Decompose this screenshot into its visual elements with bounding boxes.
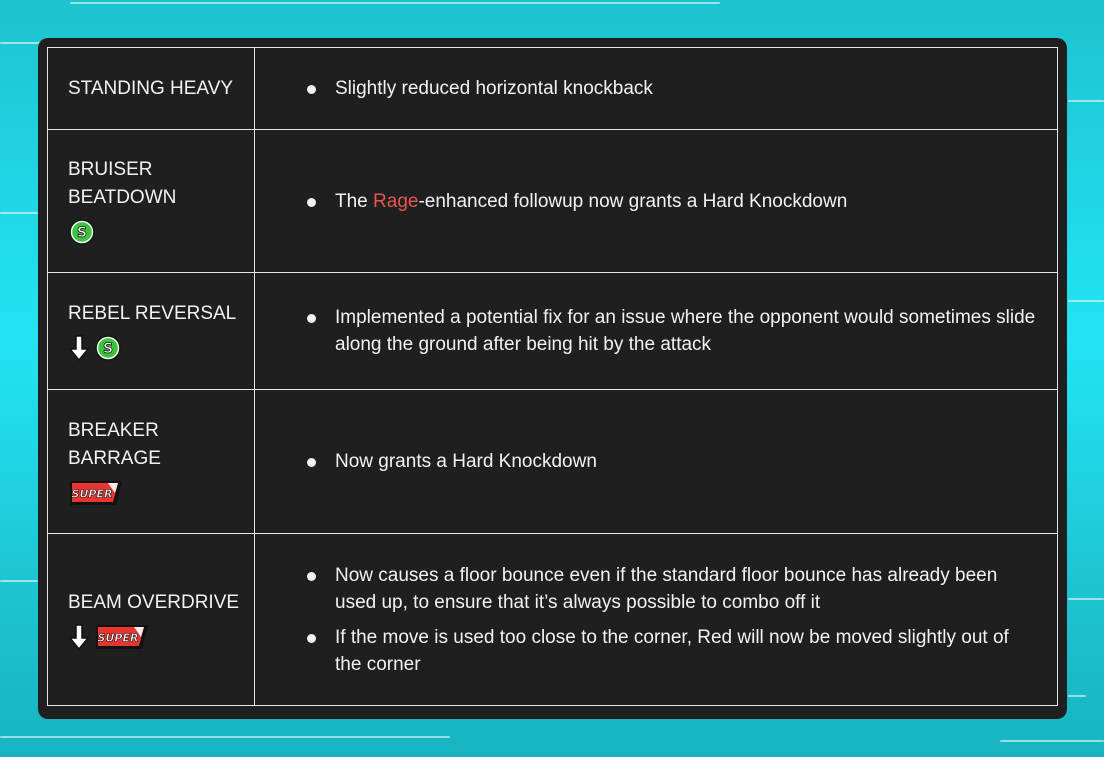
special-s-label: S: [102, 341, 114, 357]
move-name-cell: [48, 48, 255, 130]
move-name: BEAM OVERDRIVE: [68, 591, 240, 613]
special-s-label: S: [76, 225, 88, 241]
move-name-cell: [48, 534, 255, 706]
change-list: [335, 188, 1037, 215]
speed-streak: [1000, 740, 1104, 742]
move-input-icons: [68, 623, 246, 651]
table-row: [48, 534, 1058, 706]
change-notes-cell: [255, 534, 1058, 706]
table-row: [48, 390, 1058, 534]
list-item: Slightly reduced horizontal knockback: [335, 75, 1037, 102]
change-notes-cell: [255, 48, 1058, 130]
down-arrow-icon: [68, 335, 90, 361]
move-name-cell: [48, 130, 255, 273]
special-s-icon: [94, 334, 122, 362]
rage-highlight: Rage: [373, 190, 419, 212]
patch-notes-table: [47, 47, 1058, 706]
speed-streak: [0, 580, 38, 582]
change-list: [335, 562, 1037, 678]
table-row: [48, 273, 1058, 390]
move-input-icons: [68, 218, 246, 246]
special-s-icon: [68, 218, 96, 246]
speed-streak: [0, 736, 450, 738]
speed-streak: [0, 212, 38, 214]
list-item: Now causes a floor bounce even if the standard floor bounce has already been used up, to ensure that it’s always possible to combo off it: [335, 562, 1037, 616]
move-name: BREAKER BARRAGE: [68, 419, 161, 469]
speed-streak: [1068, 695, 1086, 697]
move-name: REBEL REVERSAL: [68, 303, 237, 324]
move-name: STANDING HEAVY: [68, 77, 234, 99]
change-list: [335, 448, 1037, 475]
super-badge-icon: [68, 479, 124, 507]
speed-streak: [70, 2, 720, 4]
move-input-icons: [68, 479, 246, 507]
table-row: [48, 48, 1058, 130]
list-item: If the move is used too close to the corner, Red will now be moved slightly out of the corner: [335, 624, 1037, 678]
list-item: Implemented a potential fix for an issue where the opponent would sometimes slide along the ground after being hit by the attack: [335, 304, 1037, 358]
speed-streak: [1068, 598, 1104, 600]
patch-notes-panel: [38, 38, 1067, 719]
change-list: [335, 75, 1037, 102]
speed-streak: [1068, 300, 1104, 302]
move-name-cell: [48, 273, 255, 390]
list-item: The Rage-enhanced followup now grants a Hard Knockdown: [335, 188, 1037, 215]
speed-streak: [0, 42, 40, 44]
super-badge-label: SUPER: [97, 631, 139, 644]
move-name-cell: [48, 390, 255, 534]
move-input-icons: [68, 334, 246, 362]
super-badge-label: SUPER: [71, 487, 113, 500]
patch-notes-rows: [48, 48, 1058, 706]
change-notes-cell: [255, 390, 1058, 534]
super-badge-icon: [94, 623, 150, 651]
table-row: [48, 130, 1058, 273]
list-item: Now grants a Hard Knockdown: [335, 448, 1037, 475]
down-arrow-icon: [68, 624, 90, 650]
speed-streak: [1068, 100, 1104, 102]
change-list: [335, 304, 1037, 358]
change-notes-cell: [255, 273, 1058, 390]
move-name: BRUISER BEATDOWN: [68, 159, 177, 208]
change-notes-cell: [255, 130, 1058, 273]
